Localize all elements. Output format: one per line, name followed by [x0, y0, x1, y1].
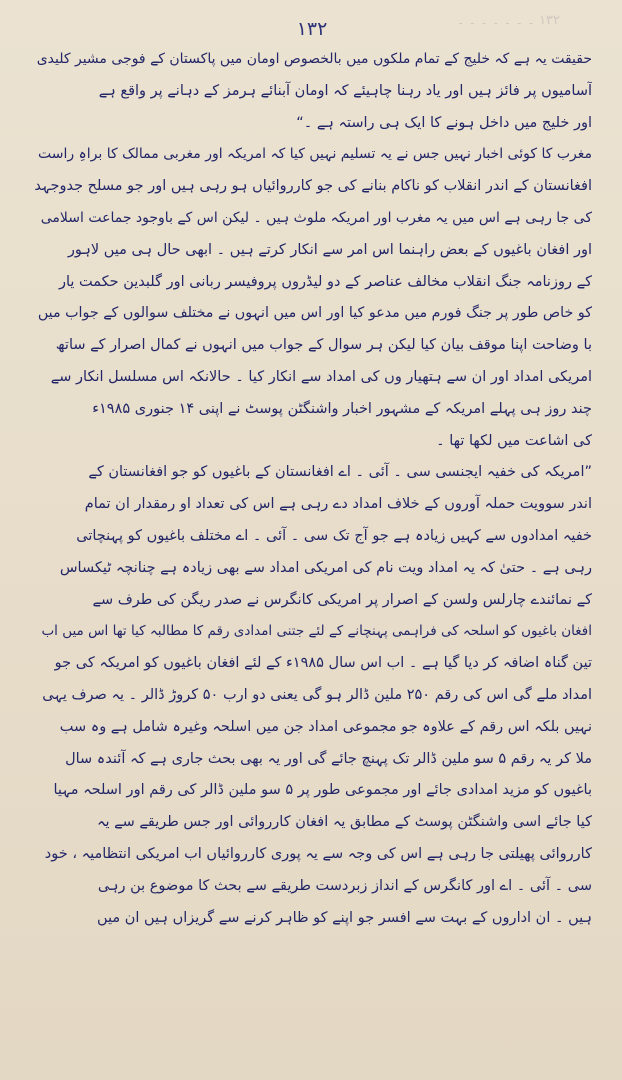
text-line: حقیقت یہ ہے کہ خلیج کے تمام ملکوں میں بالخصوص اومان میں پاکستان کے فوجی مشیر کلیدی — [36, 51, 592, 67]
text-line: کی جا رہی ہے اس میں یہ مغرب اور امریکہ ملوث ہیں ۔ لیکن اس کے باوجود جماعت اسلامی — [40, 209, 592, 226]
text-line: تین گناہ اضافہ کر دیا گیا ہے ۔ اب اس سال ۱۹۸۵ء کے لئے افغان باغیوں کو امریکہ کی جو — [54, 655, 592, 672]
page-number: ۱۳۲ — [296, 18, 328, 40]
text-line: باغیوں کو مزید امدادی جائے اور مجموعی طور پر ۵ سو ملین ڈالر کی رقم اور اسلحہ مہیا — [53, 782, 592, 799]
text-line: افغانستان کے اندر انقلاب کو ناکام بنانے کی جو کارروائیاں ہو رہی ہیں اور جو مسلح جدوجہد — [34, 178, 592, 195]
text-line: چند روز ہی پہلے امریکہ کے مشہور اخبار واشنگٹن پوسٹ نے اپنی ۱۴ جنوری ۱۹۸۵ء — [92, 400, 592, 417]
body-text — [32, 44, 592, 934]
text-line: سی ۔ آئی ۔ اے اور کانگرس کے انداز زبردست طریقے سے بحث کا موضوع بن رہی — [97, 877, 592, 894]
text-line: کے نمائندے چارلس ولسن کے اصرار پر امریکی کانگرس نے صدر ریگن کی طرف سے — [92, 591, 592, 608]
text-line: کی اشاعت میں لکھا تھا ۔ — [436, 432, 592, 449]
text-line: امریکی امداد اور ان سے ہتھیار وں کی امداد سے انکار کیا ۔ حالانکہ اس مسلسل انکار سے — [50, 368, 592, 385]
text-line: ہیں ۔ ان اداروں کے بہت سے افسر جو اپنے کو ظاہر کرنے سے گریزاں ہیں ان میں — [96, 909, 592, 926]
text-line: رہی ہے ۔ حتیٰ کہ یہ امداد ویت نام کی امریکی امداد سے بھی زیادہ ہے چنانچہ ٹیکساس — [59, 559, 592, 576]
text-line: خفیہ امدادوں سے کہیں زیادہ ہے جو آج تک سی ۔ آئی ۔ اے مختلف باغیوں کو پہنچاتی — [76, 527, 592, 544]
text-line: آسامیوں پر فائز ہیں اور یاد رہنا چاہیئے کہ اومان آبنائے ہرمز کے دہانے پر واقع ہے — [98, 82, 592, 99]
text-line: کے روزنامہ جنگ انقلاب مخالف عناصر کے دو لیڈروں پروفیسر ربانی اور گلبدین حکمت یار — [58, 273, 592, 290]
text-line: افغان باغیوں کو اسلحہ کی فراہمی پہنچانے کے لئے جتنی امدادی رقم کا مطالبہ کیا تھا اس میں اب — [41, 623, 592, 640]
text-line: ”امریکہ کی خفیہ ایجنسی سی ۔ آئی ۔ اے افغانستان کے باغیوں کو جو افغانستان کے — [88, 464, 592, 481]
text-line: مغرب کا کوئی اخبار نہیں جس نے یہ تسلیم نہیں کیا کہ امریکہ اور مغربی ممالک کا براہِ راست — [37, 146, 592, 163]
text-line: کیا جائے اسی واشنگٹن پوسٹ کے مطابق یہ افغان کارروائی اور جس طریقے سے یہ — [97, 814, 592, 831]
text-line: اور افغان باغیوں کے بعض راہنما اس امر سے انکار کرتے ہیں ۔ ابھی حال ہی میں لاہور — [67, 241, 592, 258]
text-line: کارروائی پھیلتی جا رہی ہے اس کی وجہ سے یہ پوری کارروائیاں اب امریکی انتظامیہ ، خود — [44, 845, 592, 862]
text-line: کو خاص طور پر جنگ فورم میں مدعو کیا اور اس میں انہوں نے مختلف سوالوں کے جواب میں — [37, 305, 592, 322]
text-line: با وضاحت اپنا موقف بیان کیا لیکن ہر سوال کے جواب میں انہوں نے کمال اصرار کے ساتھ — [55, 337, 592, 354]
text-line: اور خلیج میں داخل ہونے کا ایک ہی راستہ ہے ۔“ — [296, 114, 592, 131]
text-line: نہیں بلکہ اس رقم کے علاوہ جو مجموعی امداد جن میں اسلحہ وغیرہ شامل ہے وہ سب — [59, 718, 592, 735]
text-line: اندر سوویت حملہ آوروں کے خلاف امداد دے رہی ہے اس کی تعداد او رمقدار ان تمام — [84, 496, 592, 513]
text-line: امداد ملے گی اس کی رقم ۲۵۰ ملین ڈالر ہو گی یعنی دو ارب ۵۰ کروڑ ڈالر ۔ یہ صرف یہی — [42, 686, 592, 703]
text-line: ملا کر یہ رقم ۵ سو ملین ڈالر تک پہنچ جائے گی اور یہ بھی بحث جاری ہے کہ آئندہ سال — [65, 750, 592, 767]
bleed-through-text: ۱۳۲ ۔ ۔ ۔ ۔ ۔ ۔ ۔ — [456, 13, 560, 28]
